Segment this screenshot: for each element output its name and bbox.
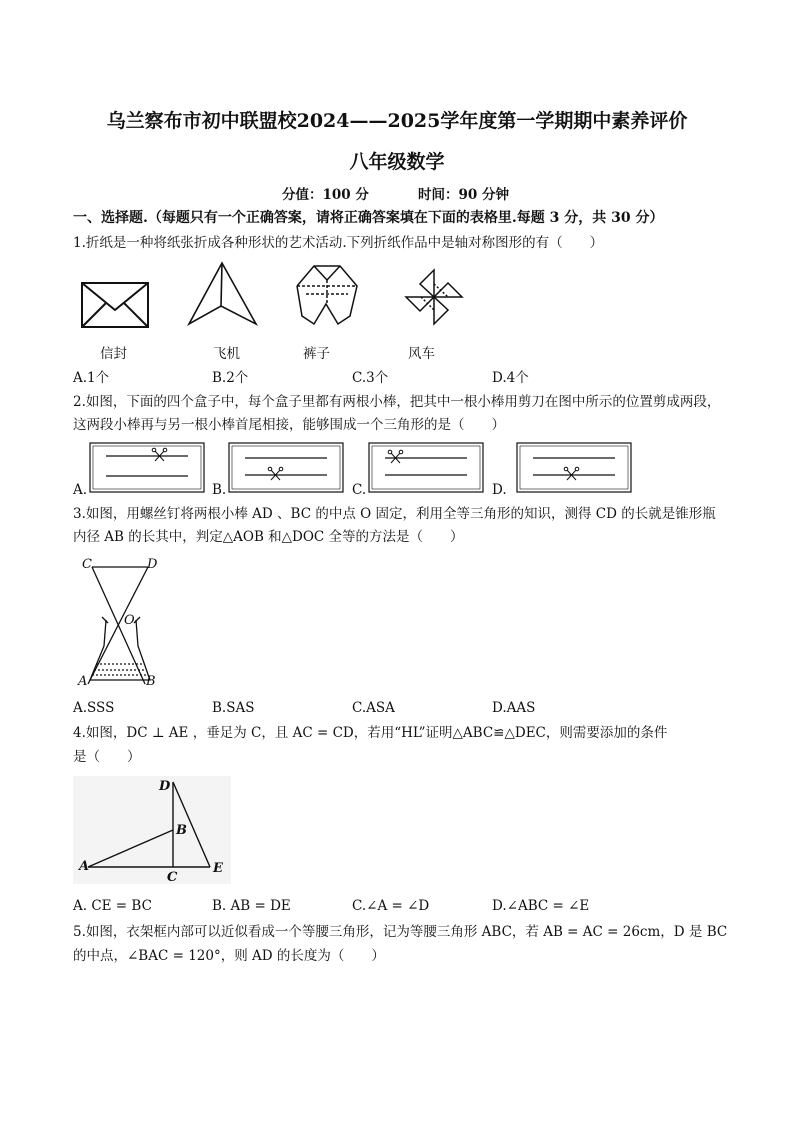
q1-option-b[interactable]: B.2个 (212, 370, 249, 386)
q3-option-b[interactable]: B.SAS (212, 700, 255, 716)
q1-option-d[interactable]: D.4个 (492, 370, 529, 386)
q3-option-d[interactable]: D.AAS (492, 700, 536, 716)
q1-caption-pinwheel: 风车 (408, 346, 435, 362)
q4-point-e: E (213, 861, 223, 876)
q4-point-d: D (159, 779, 171, 794)
q2-option-b[interactable]: B. (212, 482, 227, 498)
q1-caption-pants: 裤子 (303, 346, 330, 362)
section-heading: 一、选择题.（每题只有一个正确答案，请将正确答案填在下面的表格里.每题 3 分，共 30 分） (73, 210, 664, 226)
q3-point-o: O (124, 613, 135, 628)
q4-option-c[interactable]: C.∠A = ∠D (352, 898, 430, 914)
q3-point-d: D (147, 557, 158, 572)
q3-stem-line1: 3.如图，用螺丝钉将两根小棒 AD 、BC 的中点 O 固定，利用全等三角形的知识，测得 CD 的长就是锥形瓶 (73, 506, 716, 522)
q4-stem-line2: 是（ ） (73, 749, 141, 765)
q4-point-c: C (167, 870, 178, 885)
q3-point-c: C (82, 557, 92, 572)
q3-point-b: B (146, 674, 156, 689)
q4-option-a[interactable]: A. CE = BC (73, 898, 152, 914)
q2-option-d[interactable]: D. (492, 482, 507, 498)
q4-option-b[interactable]: B. AB = DE (212, 898, 291, 914)
exam-title: 乌兰察布市初中联盟校2024——2025学年度第一学期期中素养评价 (106, 110, 688, 132)
q1-option-c[interactable]: C.3个 (352, 370, 389, 386)
q3-option-a[interactable]: A.SSS (73, 700, 115, 716)
q1-stem: 1.折纸是一种将纸张折成各种形状的艺术活动.下列折纸作品中是轴对称图形的有（ ） (73, 235, 604, 251)
q1-caption-envelope: 信封 (100, 346, 127, 362)
q3-option-c[interactable]: C.ASA (352, 700, 395, 716)
q1-caption-plane: 飞机 (213, 346, 240, 362)
q5-stem-line2: 的中点，∠BAC = 120°，则 AD 的长度为（ ） (73, 948, 385, 964)
q4-point-a: A (79, 859, 90, 874)
score-info: 分值：100 分 (282, 187, 369, 203)
q2-option-c[interactable]: C. (352, 482, 367, 498)
q1-option-a[interactable]: A.1个 (73, 370, 110, 386)
q4-option-d[interactable]: D.∠ABC = ∠E (492, 898, 590, 914)
q3-point-a: A (78, 674, 88, 689)
q5-stem-line1: 5.如图，衣架框内部可以近似看成一个等腰三角形，记为等腰三角形 ABC，若 AB = AC = 26cm，D 是 BC (73, 924, 728, 940)
q4-stem-line1: 4.如图，DC ⊥ AE ，垂足为 C，且 AC = CD，若用“HL”证明△ABC≌△DEC，则需要添加的条件 (73, 725, 668, 741)
q2-option-a[interactable]: A. (73, 482, 88, 498)
q4-point-b: B (176, 823, 187, 838)
q2-stem-line1: 2.如图，下面的四个盒子中，每个盒子里都有两根小棒，把其中一根小棒用剪刀在图中所示的位置剪成两段， (73, 394, 721, 410)
q3-stem-line2: 内径 AB 的长其中，判定△AOB 和△DOC 全等的方法是（ ） (73, 529, 464, 545)
time-info: 时间：90 分钟 (418, 187, 509, 203)
exam-subtitle: 八年级数学 (349, 151, 445, 173)
q2-stem-line2: 这两段小棒再与另一根小棒首尾相接，能够围成一个三角形的是（ ） (73, 417, 505, 433)
